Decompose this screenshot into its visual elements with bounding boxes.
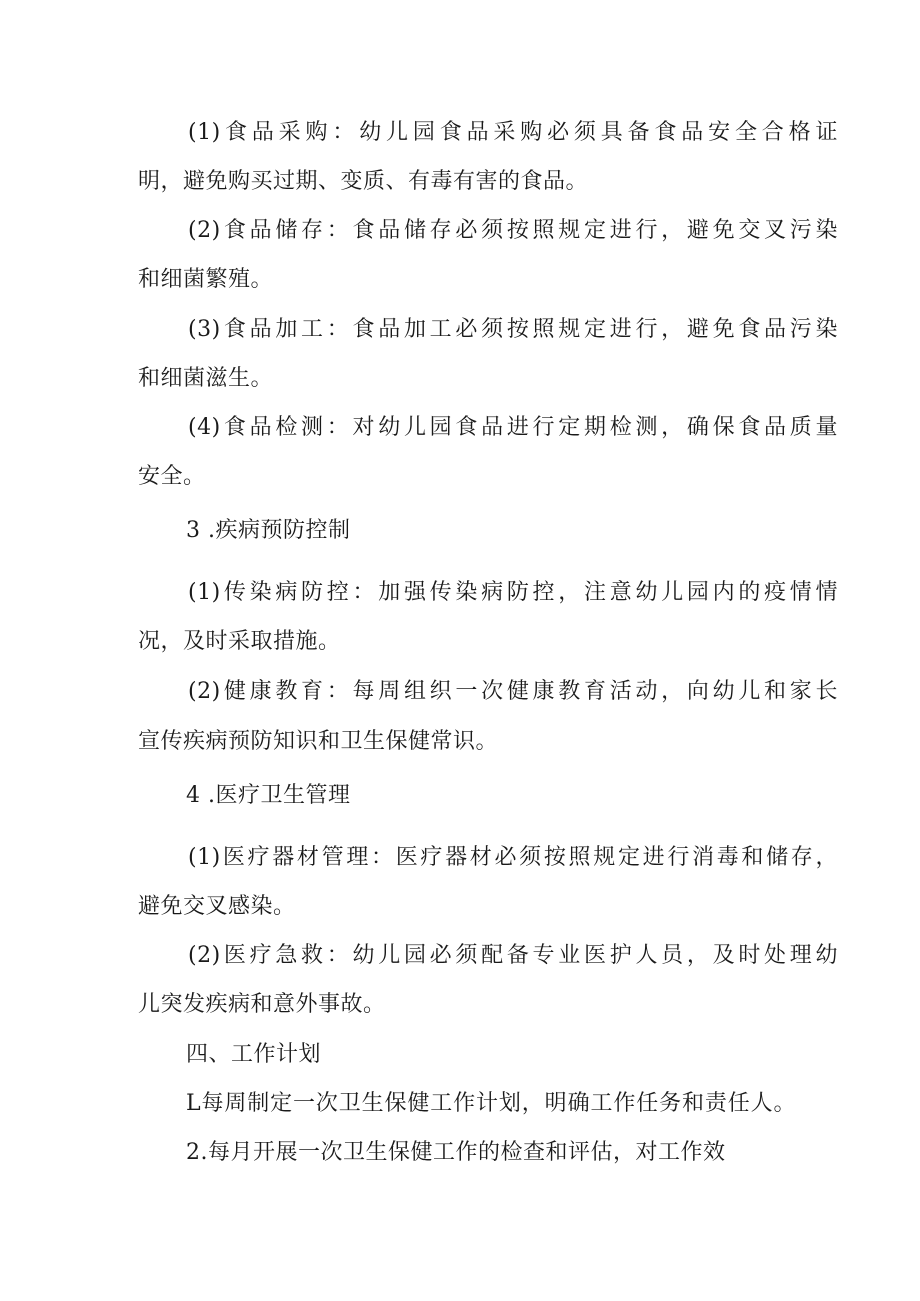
paragraph-food-purchase-line-1: (1)食品采购：幼儿园食品采购必须具备食品安全合格证	[188, 120, 838, 145]
section-heading-disease-prevention: 3 .疾病预防控制	[186, 518, 351, 543]
paragraph-infectious-disease-line-1: (1)传染病防控：加强传染病防控，注意幼儿园内的疫情情	[188, 580, 838, 605]
paragraph-medical-equipment-line-2: 避免交叉感染。	[138, 894, 296, 919]
paragraph-food-storage-line-2: 和细菌繁殖。	[138, 267, 274, 292]
paragraph-medical-emergency-line-2: 儿突发疾病和意外事故。	[138, 992, 386, 1017]
work-plan-item-1: L每周制定一次卫生保健工作计划，明确工作任务和责任人。	[186, 1091, 796, 1116]
paragraph-medical-equipment-line-1: (1)医疗器材管理：医疗器材必须按照规定进行消毒和储存，	[188, 845, 838, 870]
paragraph-food-processing-line-1: (3)食品加工：食品加工必须按照规定进行，避免食品污染	[188, 317, 838, 342]
paragraph-food-storage-line-1: (2)食品储存：食品储存必须按照规定进行，避免交叉污染	[188, 218, 838, 243]
paragraph-health-education-line-1: (2)健康教育：每周组织一次健康教育活动，向幼儿和家长	[188, 679, 838, 704]
paragraph-medical-emergency-line-1: (2)医疗急救：幼儿园必须配备专业医护人员，及时处理幼	[188, 943, 838, 968]
paragraph-food-purchase-line-2: 明，避免购买过期、变质、有毒有害的食品。	[138, 169, 589, 194]
section-heading-work-plan: 四、工作计划	[186, 1042, 322, 1067]
section-heading-medical-management: 4 .医疗卫生管理	[186, 783, 351, 808]
paragraph-food-processing-line-2: 和细菌滋生。	[138, 366, 274, 391]
work-plan-item-2: 2.每月开展一次卫生保健工作的检查和评估，对工作效	[186, 1140, 726, 1165]
paragraph-food-testing-line-2: 安全。	[138, 464, 206, 489]
paragraph-food-testing-line-1: (4)食品检测：对幼儿园食品进行定期检测，确保食品质量	[188, 415, 838, 440]
paragraph-health-education-line-2: 宣传疾病预防知识和卫生保健常识。	[138, 729, 499, 754]
paragraph-infectious-disease-line-2: 况，及时采取措施。	[138, 629, 341, 654]
